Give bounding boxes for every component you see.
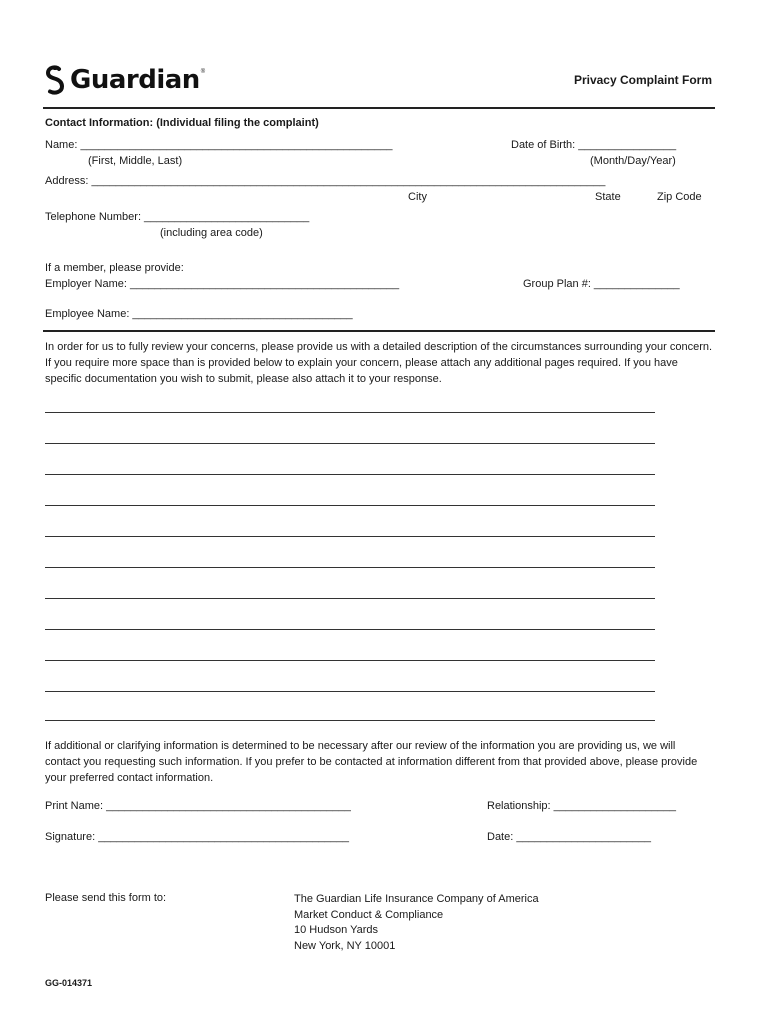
- phone-field[interactable]: Telephone Number: ___________________________: [45, 211, 310, 223]
- city-hint: City: [408, 191, 427, 203]
- zip-hint: Zip Code: [657, 191, 702, 203]
- name-field[interactable]: Name: ___________________________________________________: [45, 139, 393, 151]
- document-code: GG-014371: [45, 978, 93, 988]
- date-field[interactable]: Date: ______________________: [487, 831, 651, 843]
- concern-line[interactable]: [45, 691, 655, 692]
- guardian-g-icon: [44, 65, 66, 95]
- address-line: The Guardian Life Insurance Company of America: [294, 893, 539, 905]
- section-divider: [43, 330, 715, 332]
- address-line: 10 Hudson Yards: [294, 924, 378, 936]
- address-line: Market Conduct & Compliance: [294, 908, 444, 921]
- followup-text: If additional or clarifying information is determined to be necessary after our review of the information you are providing us, we will contact you requesting such information. If you prefer to be contacted at information different from that provided above, please provide your preferred contact information.: [45, 740, 698, 784]
- dob-hint: (Month/Day/Year): [590, 155, 676, 167]
- mailing-address: [294, 892, 539, 954]
- concern-line[interactable]: [45, 536, 655, 537]
- concern-line[interactable]: [45, 443, 655, 444]
- phone-hint: (including area code): [160, 227, 263, 239]
- guardian-logo: [44, 64, 205, 96]
- address-field[interactable]: Address: ____________________________________________________________________________________: [45, 175, 606, 187]
- employer-field[interactable]: Employer Name: ____________________________________________: [45, 278, 400, 290]
- address-line: New York, NY 10001: [294, 939, 396, 952]
- concern-line[interactable]: [45, 720, 655, 721]
- concern-line[interactable]: [45, 474, 655, 475]
- concern-line[interactable]: [45, 629, 655, 630]
- concern-line[interactable]: [45, 660, 655, 661]
- member-intro: If a member, please provide:: [45, 262, 184, 274]
- employee-field[interactable]: Employee Name: ____________________________________: [45, 308, 353, 320]
- logo-wordmark: Guardian: [70, 65, 200, 95]
- header-divider: [43, 107, 715, 109]
- relationship-field[interactable]: Relationship: ____________________: [487, 800, 677, 812]
- concern-line[interactable]: [45, 598, 655, 599]
- concern-line[interactable]: [45, 505, 655, 506]
- dob-field[interactable]: Date of Birth: ________________: [511, 139, 677, 151]
- concern-line[interactable]: [45, 567, 655, 568]
- state-hint: State: [595, 191, 621, 203]
- signature-field[interactable]: Signature: _________________________________________: [45, 831, 350, 843]
- concern-instructions: In order for us to fully review your concerns, please provide us with a detailed description of the circumstances surrounding your concern. If you require more space than is provided below to explain your concern, please attach any additional pages required. If you have specific documentation you wish to submit, please also attach it to your response.: [45, 341, 713, 385]
- logo-trademark: ®: [200, 69, 206, 75]
- mailing-label: Please send this form to:: [45, 892, 167, 904]
- name-hint: (First, Middle, Last): [88, 155, 183, 167]
- print-name-field[interactable]: Print Name: ________________________________________: [45, 800, 351, 812]
- form-title: Privacy Complaint Form: [573, 73, 712, 87]
- contact-heading: Contact Information: (Individual filing the complaint): [45, 117, 319, 129]
- group-plan-field[interactable]: Group Plan #: ______________: [523, 278, 680, 290]
- concern-line[interactable]: [45, 412, 655, 413]
